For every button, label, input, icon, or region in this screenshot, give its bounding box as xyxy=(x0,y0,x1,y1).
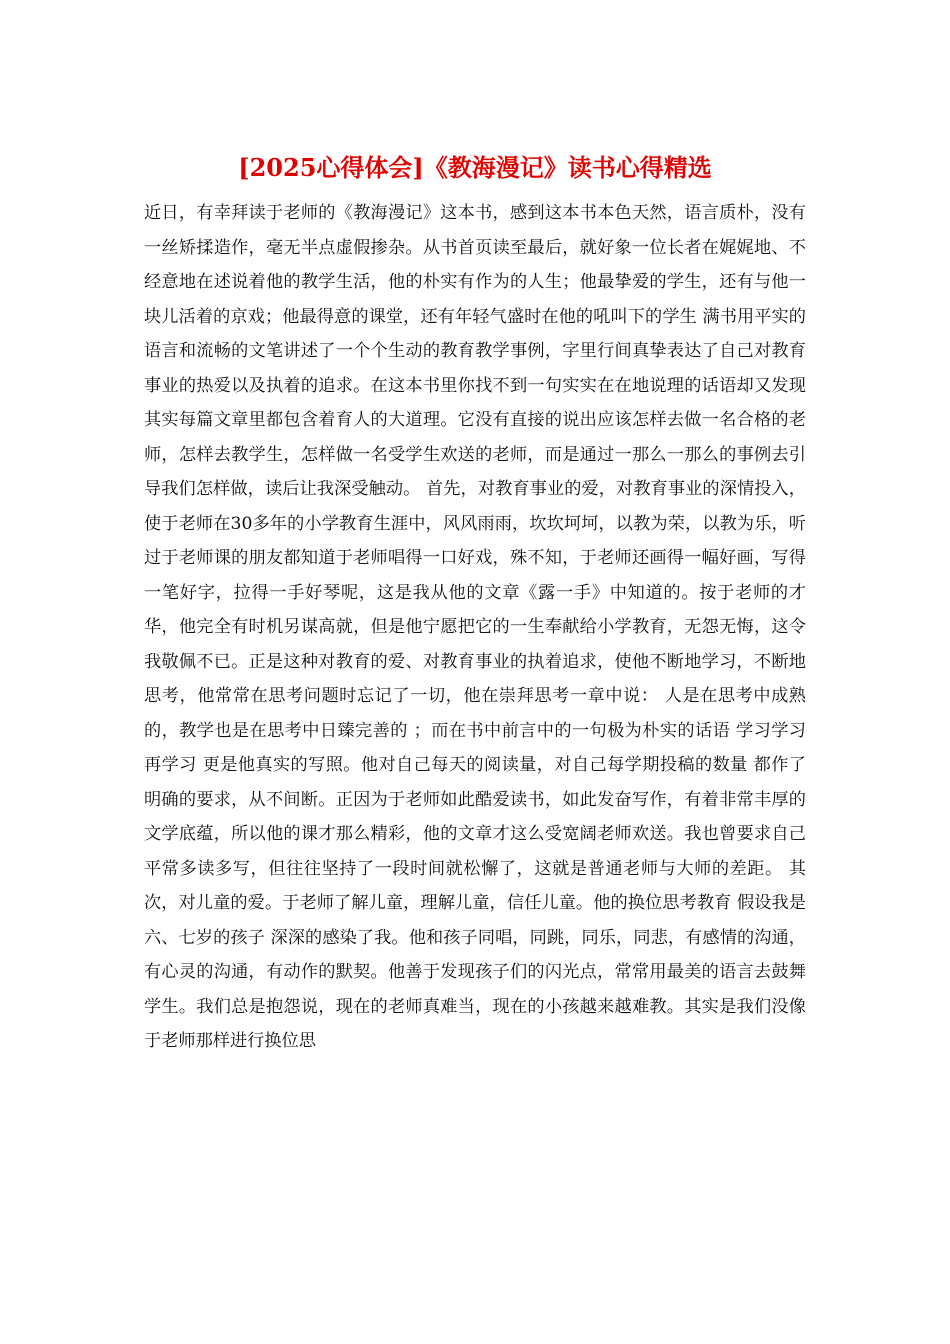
document-title: [2025心得体会]《教海漫记》读书心得精选 xyxy=(238,153,712,182)
document-body: 近日，有幸拜读于老师的《教海漫记》这本书，感到这本书本色天然，语言质朴，没有一丝矫揉造作，毫无半点虚假掺杂。从书首页读至最后，就好象一位长者在娓娓地、不经意地在述说着他的教学生活，他的朴实有作为的人生；他最挚爱的学生，还有与他一块儿活着的京戏；他最得意的课堂，还有年轻气盛时在他的吼叫下的学生 满书用平实的语言和流畅的文笔讲述了一个个生动的教育教学事例，字里行间真挚表达了自己对教育事业的热爱以及执着的追求。在这本书里你找不到一句实实在在地说理的话语却又发现其实每篇文章里都包含着育人的大道理。它没有直接的说出应该怎样去做一名合格的老师，怎样去教学生，怎样做一名受学生欢送的老师，而是通过一那么一那么的事例去引导我们怎样做，读后让我深受触动。 首先，对教育事业的爱，对教育事业的深情投入，使于老师在30多年的小学教育生涯中，风风雨雨，坎坎坷坷，以教为荣，以教为乐，听过于老师课的朋友都知道于老师唱得一口好戏，殊不知，于老师还画得一幅好画，写得一笔好字，拉得一手好琴呢，这是我从他的文章《露一手》中知道的。按于老师的才华，他完全有时机另谋高就，但是他宁愿把它的一生奉献给小学教育，无怨无悔，这令我敬佩不已。正是这种对教育的爱、对教育事业的执着追求，使他不断地学习，不断地思考，他常常在思考问题时忘记了一切，他在崇拜思考一章中说： 人是在思考中成熟的，教学也是在思考中日臻完善的 ；而在书中前言中的一句极为朴实的话语 学习学习再学习 更是他真实的写照。他对自己每天的阅读量，对自己每学期投稿的数量 都作了明确的要求，从不间断。正因为于老师如此酷爱读书，如此发奋写作，有着非常丰厚的文学底蕴，所以他的课才那么精彩，他的文章才这么受宽阔老师欢送。我也曾要求自己平常多读多写，但往往坚持了一段时间就松懈了，这就是普通老师与大师的差距。 其次，对儿童的爱。于老师了解儿童，理解儿童，信任儿童。他的换位思考教育 假设我是六、七岁的孩子 深深的感染了我。他和孩子同唱，同跳，同乐，同悲，有感情的沟通，有心灵的沟通，有动作的默契。他善于发现孩子们的闪光点，常常用最美的语言去鼓舞学生。我们总是抱怨说，现在的老师真难当，现在的小孩越来越难教。其实是我们没像于老师那样进行换位思 xyxy=(144,203,806,1051)
